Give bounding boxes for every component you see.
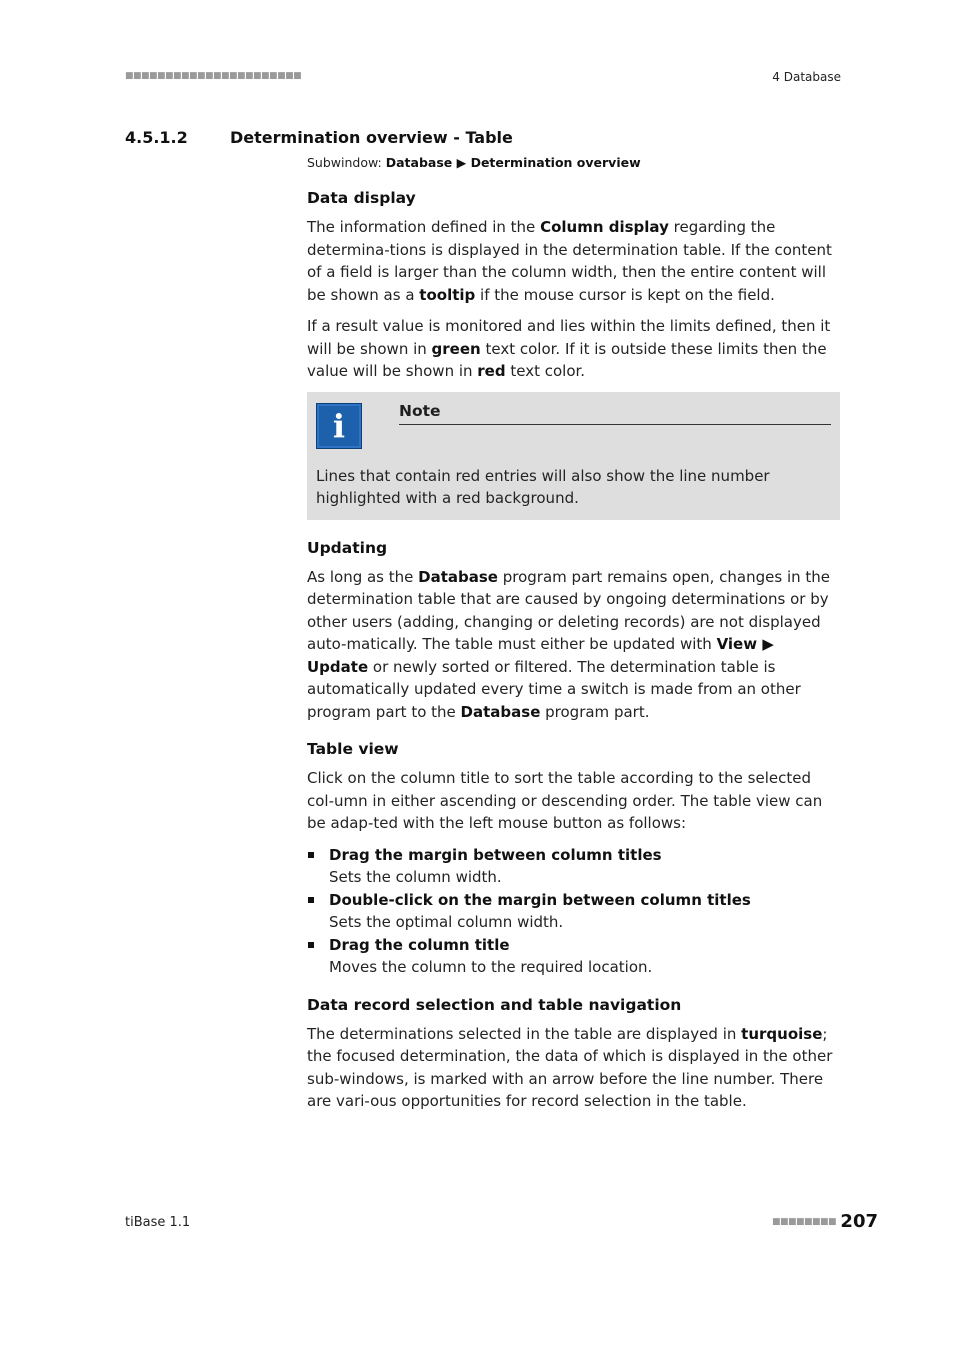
bullet-icon — [308, 897, 314, 903]
breadcrumb-prefix: Subwindow: — [307, 155, 386, 170]
term-green: green — [431, 339, 481, 358]
product-name: tiBase 1.1 — [125, 1215, 191, 1230]
menu-arrow: ▶ — [757, 635, 774, 653]
term-database: Database — [460, 702, 541, 721]
list-item-desc: Sets the column width. — [329, 868, 502, 886]
heading-updating: Updating — [307, 538, 388, 557]
term-red: red — [477, 362, 506, 380]
paragraph-record-selection — [307, 1023, 840, 1113]
info-icon: i — [316, 403, 362, 449]
text: program part remains open, changes in the determination table that are caused by ongoing determinations or by other users (adding, changing or deleting records) are not displayed auto-matically. The table must either be updated with — [307, 567, 831, 653]
heading-data-display: Data display — [307, 189, 416, 207]
breadcrumb-item-database: Database — [385, 155, 453, 170]
breadcrumb-item-determination-overview: Determination overview — [470, 155, 641, 170]
term-database: Database — [418, 567, 498, 586]
bullet-icon — [308, 942, 314, 948]
text: text color. — [505, 362, 586, 380]
note-box — [307, 392, 840, 520]
list-item — [307, 889, 840, 934]
term-update: Update — [307, 657, 369, 676]
paragraph-data-display-2 — [307, 315, 840, 383]
text: if the mouse cursor is kept on the field. — [475, 285, 775, 304]
list-item-term: Double-click on the margin between column titles — [329, 890, 751, 909]
paragraph-data-display-1 — [307, 216, 840, 306]
term-turquoise: turquoise — [741, 1024, 823, 1043]
list-item-desc: Sets the optimal column width. — [329, 913, 564, 931]
list-item-term: Drag the column title — [329, 935, 510, 954]
bullet-icon — [308, 852, 314, 858]
heading-record-selection: Data record selection and table navigation — [307, 995, 682, 1014]
text: The determinations selected in the table are displayed in — [307, 1024, 742, 1043]
text: If a result value is monitored and lies within the limits defined, then it will be shown in — [307, 317, 831, 358]
list-item — [307, 934, 840, 979]
list-item — [307, 844, 840, 889]
header-decoration: ■■■■■■■■■■■■■■■■■■■■■■ — [125, 71, 302, 81]
table-view-list — [307, 844, 840, 979]
note-title: Note — [399, 400, 831, 425]
page-number: 207 — [840, 1211, 878, 1232]
paragraph-table-view: Click on the column title to sort the table according to the selected col-umn in either ascending or descending order. The table view can be adap-ted with the left mouse button as follows: — [307, 769, 823, 832]
list-item-desc: Moves the column to the required location. — [329, 958, 653, 976]
text: As long as the — [307, 567, 419, 586]
text: regarding the determina-tions is displayed in the determination table. If the content of a field is larger than the column width, then the entire content will be shown as a — [307, 218, 832, 304]
text: text color. If it is outside these limits then the value will be shown in — [307, 339, 827, 380]
note-text: Lines that contain red entries will also show the line number highlighted with a red background. — [316, 466, 770, 507]
list-item-term: Drag the margin between column titles — [329, 845, 662, 864]
term-column-display: Column display — [540, 218, 669, 236]
text: ; the focused determination, the data of which is displayed in the other sub-windows, is marked with an arrow before the line number. There are vari-ous opportunities for record selection in the table. — [307, 1024, 833, 1110]
chapter-label: 4 Database — [772, 70, 841, 84]
section-title: Determination overview - Table — [230, 128, 513, 147]
text: The information defined in the — [307, 218, 541, 236]
text: program part. — [540, 702, 650, 721]
breadcrumb — [307, 155, 641, 170]
footer-decoration: ■■■■■■■■ — [772, 1217, 837, 1227]
breadcrumb-arrow: ▶ — [452, 155, 471, 170]
paragraph-updating — [307, 566, 840, 724]
heading-table-view: Table view — [307, 740, 399, 758]
term-view: View — [716, 635, 758, 653]
main-content — [307, 186, 840, 1122]
text: or newly sorted or filtered. The determination table is automatically updated every time a switch is made from an other program part to the — [307, 657, 801, 721]
term-tooltip: tooltip — [419, 285, 476, 304]
section-number: 4.5.1.2 — [125, 128, 188, 147]
